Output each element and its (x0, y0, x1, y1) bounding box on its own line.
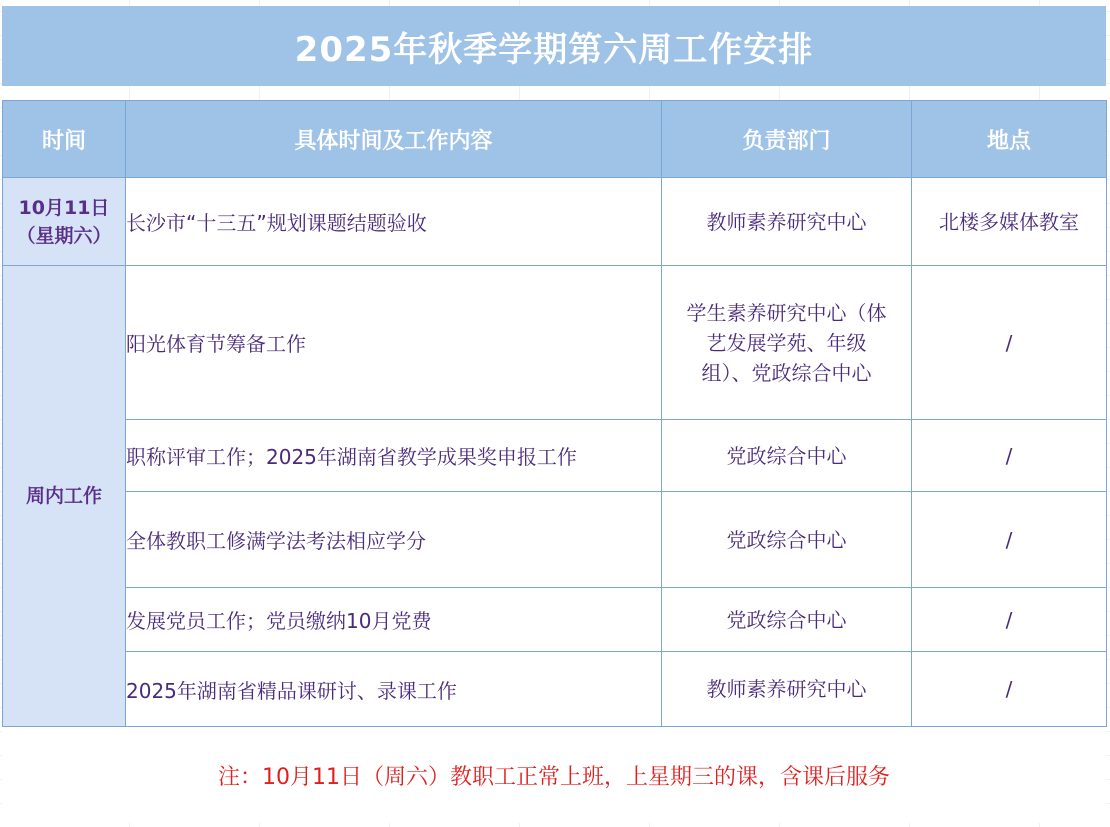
table-header-row (3, 101, 1107, 178)
content-cell: 发展党员工作；党员缴纳10月党费 (126, 588, 662, 652)
table-row (3, 652, 1107, 727)
header-time: 时间 (3, 101, 126, 178)
dept-cell: 党政综合中心 (662, 492, 912, 588)
dept-cell: 党政综合中心 (662, 420, 912, 492)
footnote: 注：10月11日（周六）教职工正常上班，上星期三的课，含课后服务 (218, 764, 890, 790)
schedule-table (2, 100, 1107, 727)
table-row (3, 588, 1107, 652)
dept-cell: 教师素养研究中心 (662, 178, 912, 266)
location-cell: / (912, 588, 1107, 652)
dept-cell: 教师素养研究中心 (662, 652, 912, 727)
header-dept: 负责部门 (662, 101, 912, 178)
dept-cell (662, 266, 912, 420)
time-cell-week: 周内工作 (3, 266, 126, 727)
location-cell: / (912, 492, 1107, 588)
dept-line: 组）、党政综合中心 (701, 360, 872, 385)
content-cell: 阳光体育节筹备工作 (126, 266, 662, 420)
title-bar (2, 6, 1106, 86)
table-row (3, 420, 1107, 492)
location-cell: 北楼多媒体教室 (912, 178, 1107, 266)
content-cell: 2025年湖南省精品课研讨、录课工作 (126, 652, 662, 727)
dept-line: 学生素养研究中心（体 (686, 300, 887, 325)
page-title: 2025年秋季学期第六周工作安排 (294, 29, 814, 70)
table-row (3, 266, 1107, 420)
dept-cell: 党政综合中心 (662, 588, 912, 652)
content-cell: 全体教职工修满学法考法相应学分 (126, 492, 662, 588)
note-box (2, 727, 1106, 823)
time-weekday: （星期六） (16, 224, 112, 247)
table-row (3, 178, 1107, 266)
location-cell: / (912, 652, 1107, 727)
location-cell: / (912, 420, 1107, 492)
content-cell: 职称评审工作；2025年湖南省教学成果奖申报工作 (126, 420, 662, 492)
header-content: 具体时间及工作内容 (126, 101, 662, 178)
content-cell: 长沙市“十三五”规划课题结题验收 (126, 178, 662, 266)
dept-line: 艺发展学苑、年级 (706, 330, 867, 355)
time-cell-saturday (3, 178, 126, 266)
location-cell: / (912, 266, 1107, 420)
time-date: 10月11日 (18, 196, 110, 219)
table-row (3, 492, 1107, 588)
header-location: 地点 (912, 101, 1107, 178)
